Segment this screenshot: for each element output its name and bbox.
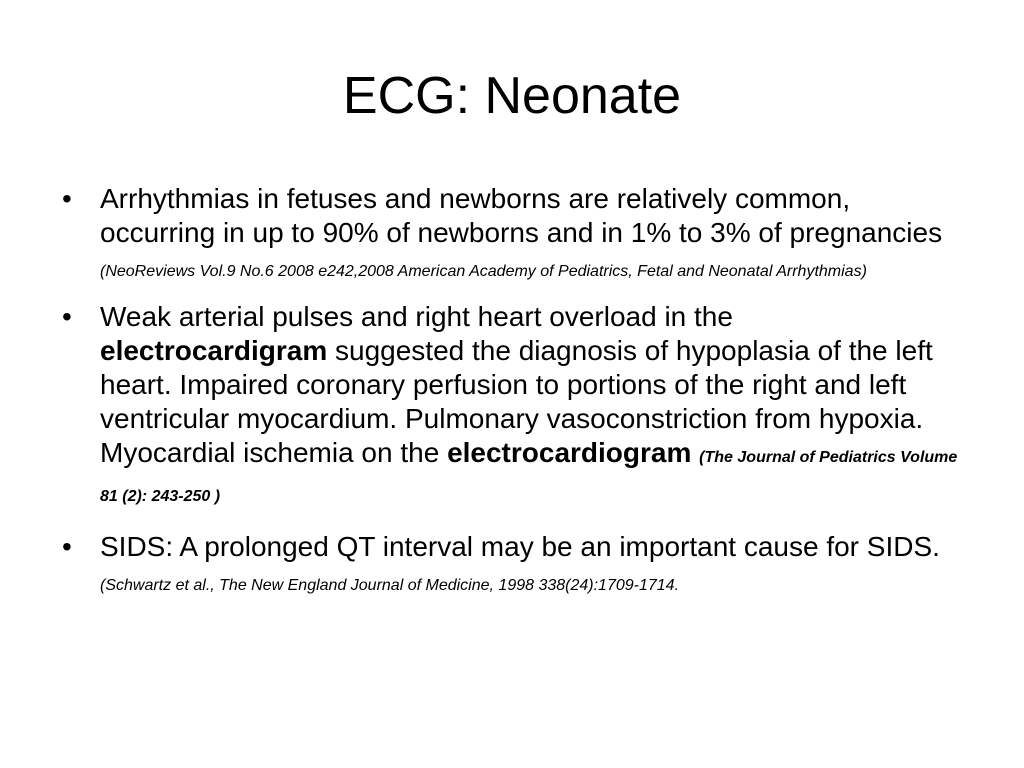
bullet-dot-icon: • [62,531,72,562]
bullet-dot-icon: • [62,301,72,332]
bullet-text: SIDS: A prolonged QT interval may be an important cause for SIDS. [100,531,940,562]
slide-title: ECG: Neonate [342,67,682,125]
bullet-list [62,182,962,598]
citation: (NeoReviews Vol.9 No.6 2008 e242,2008 American Academy of Pediatrics, Fetal and Neonatal Arrhythmias) [100,263,867,280]
bullet-text: Arrhythmias in fetuses and newborns are relatively common, occurring in up to 90% of newborns and in 1% to 3% of pregnancies [100,183,943,248]
bullet-item-hypoplasia [62,300,962,514]
bold-term: electrocardigram [100,335,328,366]
citation: (The Journal of Pediatrics Volume 81 (2): 243-250 ) [100,449,958,505]
citation: (Schwartz et al., The New England Journal of Medicine, 1998 338(24):1709-1714. [100,577,680,594]
bullet-item-arrhythmias [62,182,962,284]
bullet-text: suggested the diagnosis of hypoplasia of the left heart. Impaired coronary perfusion to portions of the right and left ventricular myocardium. Pulmonary vasoconstriction from hypoxia. Myocardial ischemia on the [100,335,933,468]
bold-term: electrocardiogram [447,437,692,468]
bullet-dot-icon: • [62,183,72,214]
bullet-text: Weak arterial pulses and right heart overload in the [100,301,733,332]
bullet-item-sids [62,530,962,598]
